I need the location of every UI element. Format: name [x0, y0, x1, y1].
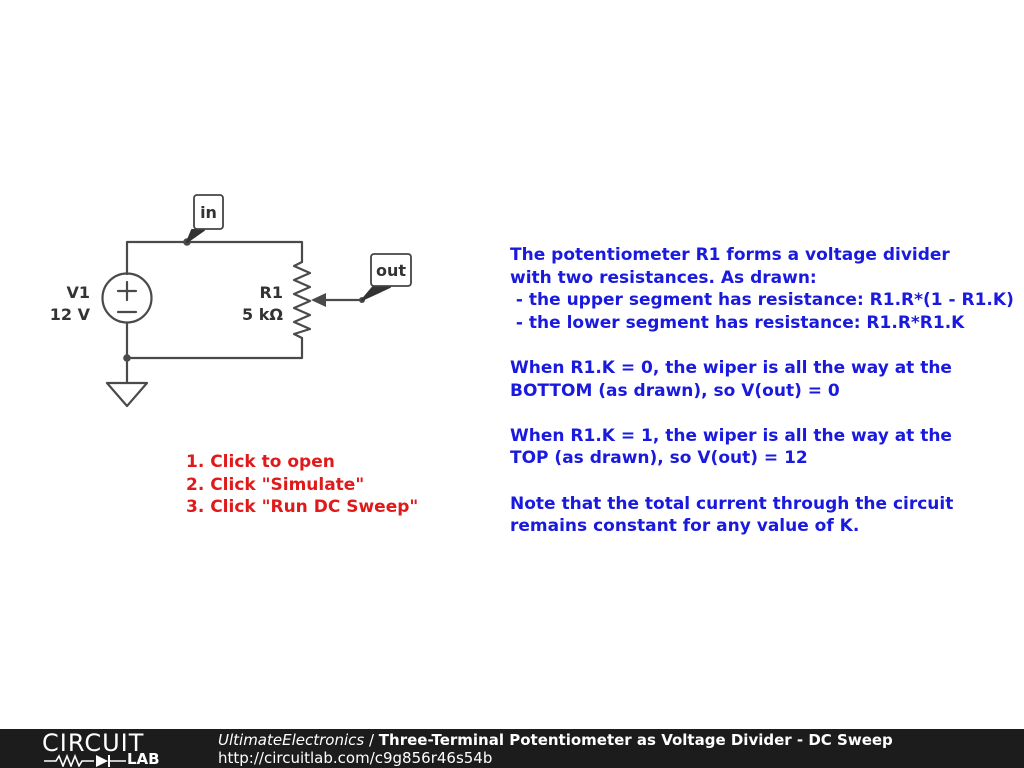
note-line: - the lower segment has resistance: R1.R*R1.K: [510, 312, 965, 333]
circuitlab-logo[interactable]: [42, 731, 182, 767]
note-line: - the upper segment has resistance: R1.R*(1 - R1.K): [510, 290, 1014, 311]
resistor-name-label: R1: [259, 283, 283, 302]
note-line: When R1.K = 1, the wiper is all the way at the: [510, 425, 952, 446]
open-instructions[interactable]: [186, 451, 418, 519]
circuit-title-text[interactable]: Three-Terminal Potentiometer as Voltage Divider - DC Sweep: [378, 731, 893, 749]
net-label-out-text: out: [375, 261, 407, 280]
logo-circuit-text: CIRCUIT: [42, 729, 145, 757]
net-label-in-text: in: [200, 203, 217, 222]
note-line: BOTTOM (as drawn), so V(out) = 0: [510, 380, 840, 401]
note-blank-line: [510, 470, 1010, 493]
note-blank-line: [510, 334, 1010, 357]
wiper-arrow: [311, 293, 326, 307]
ground-symbol[interactable]: [107, 383, 147, 406]
logo-lab-text: LAB: [127, 750, 160, 768]
instruction-step-3: 3. Click "Run DC Sweep": [186, 497, 419, 518]
footer-bar: [0, 729, 1024, 768]
note-line: with two resistances. As drawn:: [510, 267, 817, 288]
title-separator: /: [364, 731, 379, 749]
circuit-title: [218, 731, 893, 749]
net-label-in[interactable]: [187, 195, 223, 242]
circuit-url-link[interactable]: http://circuitlab.com/c9g856r46s54b: [218, 749, 493, 767]
resistor-value-label: 5 kΩ: [242, 305, 283, 324]
explanation-note: [510, 244, 1014, 538]
logo-resistor-diode-icon: [42, 753, 128, 767]
instruction-step-2: 2. Click "Simulate": [186, 474, 365, 495]
note-line: Note that the total current through the circuit: [510, 493, 954, 514]
note-line: TOP (as drawn), so V(out) = 12: [510, 448, 808, 469]
wire-bottom: [127, 323, 302, 358]
note-blank-line: [510, 402, 1010, 425]
net-label-out-pointer: [362, 287, 390, 300]
source-value-label: 12 V: [49, 305, 90, 324]
note-line: remains constant for any value of K.: [510, 516, 860, 537]
instruction-step-1: 1. Click to open: [186, 452, 335, 472]
note-line: When R1.K = 0, the wiper is all the way at the: [510, 357, 952, 378]
wire-top: [127, 242, 302, 274]
net-label-out[interactable]: [362, 254, 411, 300]
net-label-in-pointer: [187, 230, 204, 242]
source-name-label: V1: [66, 283, 90, 302]
potentiometer-symbol[interactable]: [294, 262, 310, 338]
junction-dot-bottom: [123, 354, 131, 362]
author-name[interactable]: UltimateElectronics: [218, 731, 365, 749]
note-line: The potentiometer R1 forms a voltage divider: [510, 245, 950, 265]
